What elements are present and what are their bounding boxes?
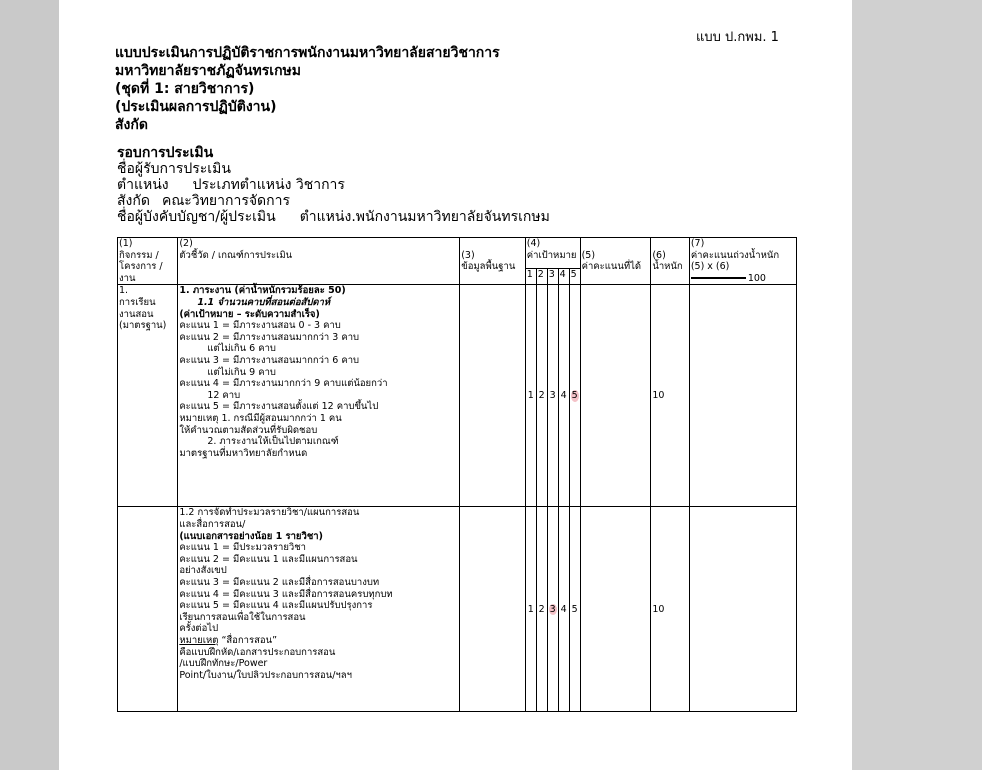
indicator-line: /แบบฝึกทักษะ/Power (179, 658, 268, 670)
indicator-line: อย่างสังเขป (179, 565, 227, 577)
position-type: ประเภทตำแหน่ง วิชาการ (192, 177, 345, 193)
target-score-label: 3 (549, 390, 556, 402)
target-score-label: 2 (538, 603, 545, 615)
activity-cell (118, 285, 178, 507)
target-score-label: 2 (538, 390, 545, 402)
target-score-label: 5 (571, 390, 578, 402)
activity-line: งานสอน (119, 308, 154, 320)
weight-cell: 10 (651, 507, 689, 712)
header-indicator: (2) ตัวชี้วัด / เกณฑ์การประเมิน (178, 238, 460, 285)
header-weight: (6) น้ำหนัก (651, 238, 689, 285)
table-header-row (118, 238, 797, 269)
indicator-line: มาตรฐานที่มหาวิทยาลัยกำหนด (179, 447, 308, 459)
target-4: 4 (558, 269, 569, 285)
note-label: หมายเหตุ (179, 634, 219, 646)
indicator-line: คือแบบฝึกหัด/เอกสารประกอบการสอน (179, 646, 336, 658)
indicator-line: 1.2 การจัดทำประมวลรายวิชา/แผนการสอน (179, 507, 360, 519)
target-score-1[interactable] (525, 285, 536, 507)
target-score-2[interactable] (536, 285, 547, 507)
baseline-cell (460, 507, 526, 712)
target-score-label: 4 (560, 603, 567, 615)
target-score-5[interactable] (569, 507, 580, 712)
score-cell (580, 285, 651, 507)
header-unit: สังกัด (115, 117, 148, 133)
indicator-line: หมายเหตุ “สื่อการสอน” (179, 634, 277, 646)
target-score-3[interactable] (547, 507, 558, 712)
indicator-line: คะแนน 1 = มีภาระงานสอน 0 - 3 คาบ (179, 320, 341, 332)
indicator-line: คะแนน 4 = มีภาระงานมากกว่า 9 คาบแต่น้อยกว่า (179, 378, 388, 390)
indicator-line: คะแนน 5 = มีคะแนน 4 และมีแผนปรับปรุงการ (179, 600, 373, 612)
activity-line: 1. (119, 285, 129, 297)
supervisor-label: ชื่อผู้บังคับบัญชา/ผู้ประเมิน (117, 209, 276, 225)
activity-cell (118, 507, 178, 712)
evaluation-table (117, 237, 797, 712)
header-target: (4) ค่าเป้าหมาย (525, 238, 580, 269)
indicator-line: 1. ภาระงาน (ค่าน้ำหนักรวมร้อยละ 50) (179, 285, 346, 297)
header-score: (5) ค่าคะแนนที่ได้ (580, 238, 651, 285)
target-score-5[interactable] (569, 285, 580, 507)
indicator-cell (178, 285, 460, 507)
indicator-line: หมายเหตุ 1. กรณีมีผู้สอนมากกว่า 1 คน (179, 412, 342, 424)
header-title: แบบประเมินการปฏิบัติราชการพนักงานมหาวิทยาลัยสายวิชาการ (115, 45, 500, 61)
weighted-score-cell (689, 285, 796, 507)
supervisor-position: ตำแหน่ง.พนักงานมหาวิทยาลัยจันทรเกษม (299, 209, 550, 225)
target-score-3[interactable] (547, 285, 558, 507)
indicator-line: 1.1 จำนวนคาบที่สอนต่อสัปดาห์ (197, 296, 331, 308)
target-score-2[interactable] (536, 507, 547, 712)
header-type: (ประเมินผลการปฏิบัติงาน) (115, 99, 277, 115)
indicator-line: คะแนน 5 = มีภาระงานสอนตั้งแต่ 12 คาบขึ้นไป (179, 401, 379, 413)
indicator-line: คะแนน 2 = มีคะแนน 1 และมีแผนการสอน (179, 553, 358, 565)
target-3: 3 (547, 269, 558, 285)
target-2: 2 (536, 269, 547, 285)
indicator-line: คะแนน 4 = มีคะแนน 3 และมีสื่อการสอนครบทุกบท (179, 588, 393, 600)
indicator-line: Point/ใบงาน/ใบปลิวประกอบการสอน/ฯลฯ (179, 669, 352, 681)
indicator-line: คะแนน 3 = มีภาระงานสอนมากกว่า 6 คาบ (179, 354, 360, 366)
activity-line: การเรียน (119, 296, 156, 308)
indicator-line: เรียนการสอนเพื่อใช้ในการสอน (179, 611, 306, 623)
indicator-line: 2. ภาระงานให้เป็นไปตามเกณฑ์ (207, 436, 339, 448)
header-university: มหาวิทยาลัยราชภัฏจันทรเกษม (115, 63, 302, 79)
weighted-score-cell (689, 507, 796, 712)
baseline-cell (460, 285, 526, 507)
header-set: (ชุดที่ 1: สายวิชาการ) (115, 81, 255, 97)
evaluation-info (117, 145, 550, 225)
indicator-line: 12 คาบ (207, 389, 241, 401)
header-weighted-score: (7) ค่าคะแนนถ่วงน้ำหนัก (5) x (6) 100 (689, 238, 796, 285)
document-header (115, 44, 500, 134)
indicator-line: คะแนน 3 = มีคะแนน 2 และมีสื่อการสอนบางบท (179, 576, 380, 588)
table-row (118, 285, 797, 507)
target-score-1[interactable] (525, 507, 536, 712)
activity-line: (มาตรฐาน) (119, 320, 167, 332)
table-row (118, 507, 797, 712)
indicator-line: และสื่อการสอน/ (179, 518, 246, 530)
indicator-line: คะแนน 2 = มีภาระงานสอนมากกว่า 3 คาบ (179, 331, 360, 343)
document-page (59, 0, 852, 770)
indicator-line: (ค่าเป้าหมาย – ระดับความสำเร็จ) (179, 308, 320, 320)
indicator-line: แต่ไม่เกิน 6 คาบ (207, 343, 276, 355)
weight-cell: 10 (651, 285, 689, 507)
indicator-line: ครั้งต่อไป (179, 623, 219, 635)
indicator-cell (178, 507, 460, 712)
target-1: 1 (525, 269, 536, 285)
indicator-line: แต่ไม่เกิน 9 คาบ (207, 366, 276, 378)
target-score-label: 5 (571, 603, 578, 615)
target-score-label: 3 (549, 603, 556, 615)
header-baseline: (3) ข้อมูลพื้นฐาน (460, 238, 526, 285)
position-line (117, 177, 550, 193)
target-score-4[interactable] (558, 507, 569, 712)
evaluatee-label: ชื่อผู้รับการประเมิน (117, 161, 231, 177)
indicator-line: คะแนน 1 = มีประมวลรายวิชา (179, 542, 306, 554)
unit-line (117, 193, 550, 209)
indicator-line: ให้คำนวณตามสัดส่วนที่รับผิดชอบ (179, 424, 318, 436)
supervisor-line (117, 209, 550, 225)
target-score-4[interactable] (558, 285, 569, 507)
header-activity: (1) กิจกรรม / โครงการ / งาน (118, 238, 178, 285)
target-score-label: 4 (560, 390, 567, 402)
target-score-label: 1 (527, 390, 534, 402)
position-label: ตำแหน่ง (117, 177, 169, 193)
form-code: แบบ ป.กพม. 1 (696, 30, 779, 45)
target-score-label: 1 (527, 603, 534, 615)
score-cell (580, 507, 651, 712)
round-label: รอบการประเมิน (117, 145, 214, 161)
unit-label: สังกัด (117, 193, 150, 209)
viewer-background (852, 0, 982, 770)
target-5: 5 (569, 269, 580, 285)
indicator-line: (แนบเอกสารอย่างน้อย 1 รายวิชา) (179, 530, 323, 542)
unit-value: คณะวิทยาการจัดการ (161, 193, 290, 209)
